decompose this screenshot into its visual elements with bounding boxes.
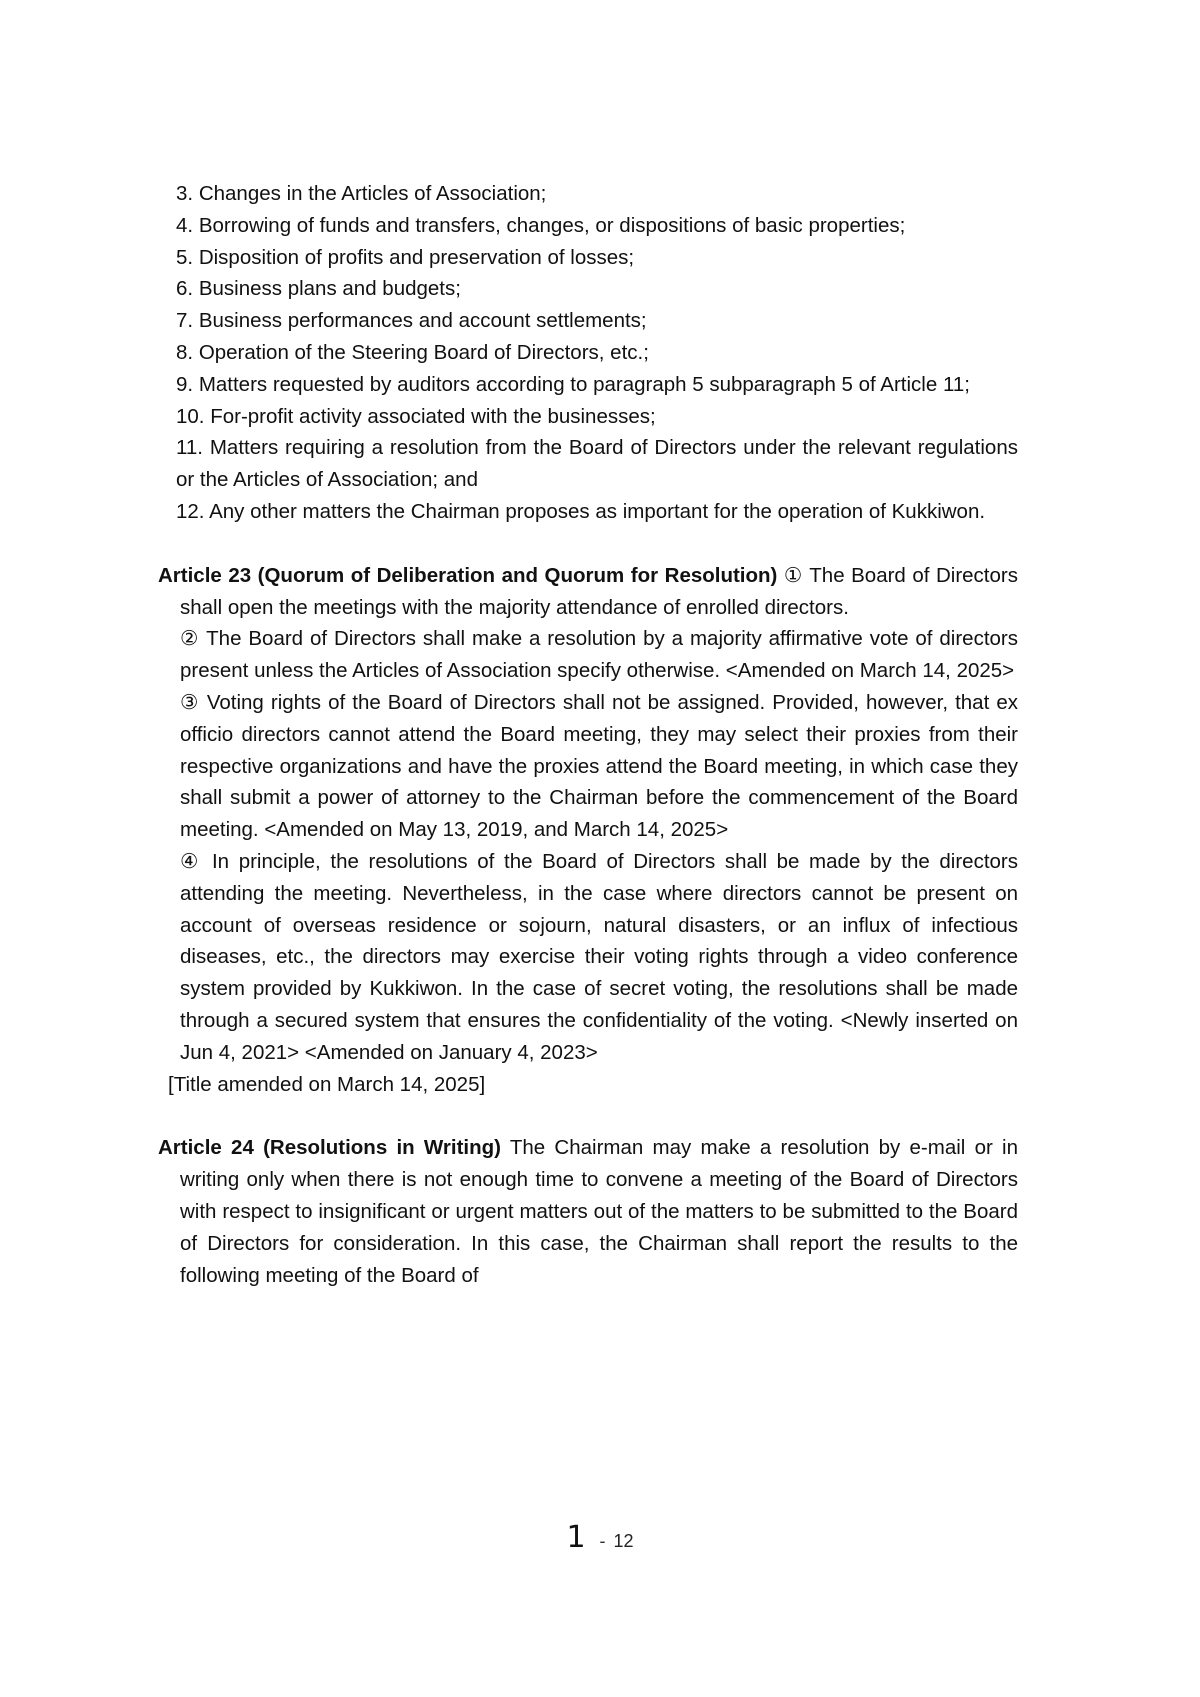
paragraph-marker: ② bbox=[180, 627, 200, 651]
article-23-paragraph-2 bbox=[158, 623, 1018, 687]
page-number-separator: - bbox=[599, 1531, 606, 1551]
paragraph-text: The Board of Directors shall open the meetings with the majority attendance of enrolled directors. bbox=[180, 563, 1018, 619]
list-item bbox=[176, 305, 1018, 337]
list-item-number: 5. bbox=[176, 245, 194, 269]
list-item-number: 9. bbox=[176, 372, 194, 396]
paragraph-text: In principle, the resolutions of the Board of Directors shall be made by the directors attending the meeting. Nevertheless, in the case where directors cannot be present on account of overseas residence or sojourn, natural disasters, or an influx of infectious diseases, etc., the directors may exercise their voting rights through a video conference system provided by Kukkiwon. In the case of secret voting, the resolutions shall be made through a secured system that ensures the confidentiality of the voting. <Newly inserted on Jun 4, 2021> <Amended on January 4, 2023> bbox=[180, 849, 1018, 1064]
list-item-text: Operation of the Steering Board of Directors, etc.; bbox=[198, 340, 649, 364]
paragraph-marker: ④ bbox=[180, 849, 203, 873]
list-item-text: Business plans and budgets; bbox=[198, 277, 461, 301]
paragraph-text: The Board of Directors shall make a resolution by a majority affirmative vote of directors present unless the Articles of Association specify otherwise. <Amended on March 14, 2025> bbox=[180, 627, 1018, 683]
list-item-number: 7. bbox=[176, 309, 194, 333]
page-number-major: 1 bbox=[566, 1520, 586, 1555]
list-item bbox=[176, 432, 1018, 496]
matters-list bbox=[176, 178, 1018, 528]
article-23-paragraph-1 bbox=[158, 560, 1018, 624]
list-item-number: 6. bbox=[176, 277, 194, 301]
page-number-minor: 12 bbox=[613, 1531, 634, 1551]
list-item bbox=[176, 242, 1018, 274]
article-23-title: Article 23 (Quorum of Deliberation and Quorum for Resolution) bbox=[158, 563, 778, 587]
list-item-text: Business performances and account settlements; bbox=[198, 309, 647, 333]
list-item bbox=[176, 210, 1018, 242]
list-item-text: Disposition of profits and preservation of losses; bbox=[198, 245, 635, 269]
list-item bbox=[176, 496, 1018, 528]
page-footer bbox=[0, 1520, 1200, 1555]
list-item bbox=[176, 337, 1018, 369]
list-item-text: Any other matters the Chairman proposes as important for the operation of Kukkiwon. bbox=[209, 499, 986, 523]
list-item-number: 11. bbox=[176, 436, 203, 460]
article-23-paragraph-4 bbox=[158, 846, 1018, 1069]
list-item-text: Matters requiring a resolution from the Board of Directors under the relevant regulations or the Articles of Association; and bbox=[176, 436, 1018, 492]
article-23 bbox=[158, 560, 1018, 1101]
list-item-number: 4. bbox=[176, 213, 194, 237]
list-item-number: 12. bbox=[176, 499, 205, 523]
list-item-number: 10. bbox=[176, 404, 205, 428]
list-item-number: 3. bbox=[176, 182, 194, 205]
list-item-text: Changes in the Articles of Association; bbox=[198, 182, 547, 205]
paragraph-marker: ① bbox=[783, 563, 804, 587]
article-24-title: Article 24 (Resolutions in Writing) bbox=[158, 1136, 501, 1160]
list-item-number: 8. bbox=[176, 340, 194, 364]
list-item bbox=[176, 401, 1018, 433]
paragraph-text: The Chairman may make a resolution by e-mail or in writing only when there is not enough time to convene a meeting of the Board of Directors with respect to insignificant or urgent matters out of the matters to be submitted to the Board of Directors for consideration. In this case, the Chairman shall report the results to the following meeting of the Board of bbox=[180, 1136, 1019, 1287]
section-spacer bbox=[158, 1100, 1018, 1132]
list-item bbox=[176, 178, 1018, 210]
paragraph-marker: ③ bbox=[180, 690, 200, 714]
list-item-text: Matters requested by auditors according to paragraph 5 subparagraph 5 of Article 11; bbox=[198, 372, 970, 396]
paragraph-text: Voting rights of the Board of Directors shall not be assigned. Provided, however, that ex officio directors cannot attend the Board meeting, they may select their proxies from their respective organizations and have the proxies attend the Board meeting, in which case they shall submit a power of attorney to the Chairman before the commencement of the Board meeting. <Amended on May 13, 2019, and March 14, 2025> bbox=[180, 690, 1018, 842]
article-23-title-note: [Title amended on March 14, 2025] bbox=[168, 1072, 486, 1096]
article-23-paragraph-3 bbox=[158, 687, 1018, 846]
document-body bbox=[158, 178, 1018, 1291]
list-item bbox=[176, 369, 1018, 401]
list-item-text: For-profit activity associated with the businesses; bbox=[210, 404, 656, 428]
section-spacer bbox=[158, 528, 1018, 560]
article-24-paragraph bbox=[158, 1132, 1018, 1291]
article-24 bbox=[158, 1132, 1018, 1291]
list-item-text: Borrowing of funds and transfers, changes, or dispositions of basic properties; bbox=[198, 213, 906, 237]
list-item bbox=[176, 273, 1018, 305]
